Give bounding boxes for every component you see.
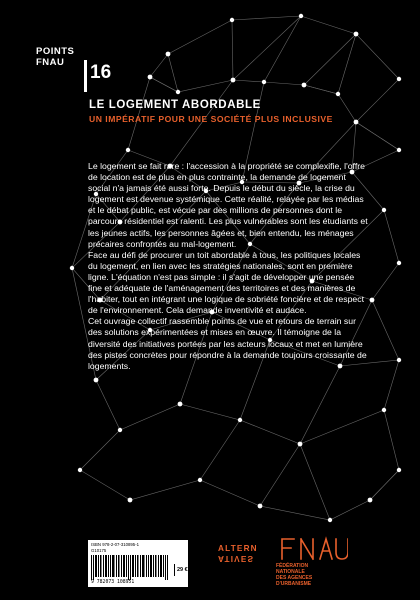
publisher-logo-top: ALTERN: [218, 544, 258, 553]
barcode-box: [88, 540, 188, 587]
fnau-line1: FÉDÉRATION: [276, 563, 309, 569]
barcode-icon: [91, 555, 169, 580]
paragraph: Face au défi de procurer un toit abordable à tous, les politiques locales du logement, en lien avec les stratégies nationales, sont en première ligne. L'équation n'est pas simple : il s'agit de développer une pensée fine et adéquate de l'aménagement des territoires et des manières de l'habiter, tout en intégrant une logique de sobriété foncière et de respect de l'environnement. Cela demande inventivité et audace.: [88, 249, 364, 316]
fnau-name: [276, 563, 312, 587]
series-number: 16: [90, 62, 112, 83]
fnau-line3: DES AGENCES: [276, 575, 313, 581]
product-code: G10175: [91, 548, 107, 553]
fnau-line4: D'URBANISME: [276, 581, 312, 587]
price: 29 €: [174, 564, 188, 576]
barcode-digits: 9 782073 108951: [91, 580, 135, 585]
series-label-line1: POINTS: [36, 46, 75, 57]
paragraph: Cet ouvrage collectif rassemble points de vue et retours de terrain sur des solutions expérimentées et mises en œuvre. Il témoigne de la diversité des initiatives portées par les acteurs locaux et met en lumière des pistes concrètes pour répondre à la demande toujours croissante de logements.: [88, 316, 367, 371]
book-title: LE LOGEMENT ABORDABLE: [89, 99, 261, 111]
fnau-line2: NATIONALE: [276, 569, 305, 575]
series-divider: [84, 60, 87, 92]
back-cover-text: [88, 161, 368, 372]
paragraph: Le logement se fait rare : l'accession à la propriété se complexifie, l'offre de location est de plus en plus contrainte, la demande de logement social n'a jamais été aussi forte. Depuis le début du siècle, la crise du logement est devenue systémique. Cette réalité, relayée par les médias et le débat public, est vécue par des millions de personnes dont le parcours résidentiel est ralenti. Les plus vulnérables sont les étudiants et les jeunes actifs, les personnes âgées et, bien entendu, les ménages précaires confrontés au mal-logement.: [88, 161, 368, 249]
isbn: ISBN 978-2-07-310895-1: [91, 542, 140, 547]
publisher-logo-bottom: ATIVES: [218, 554, 255, 563]
book-subtitle: UN IMPÉRATIF POUR UNE SOCIÉTÉ PLUS INCLUSIVE: [89, 114, 333, 124]
series-label-line2: FNAU: [36, 57, 65, 68]
